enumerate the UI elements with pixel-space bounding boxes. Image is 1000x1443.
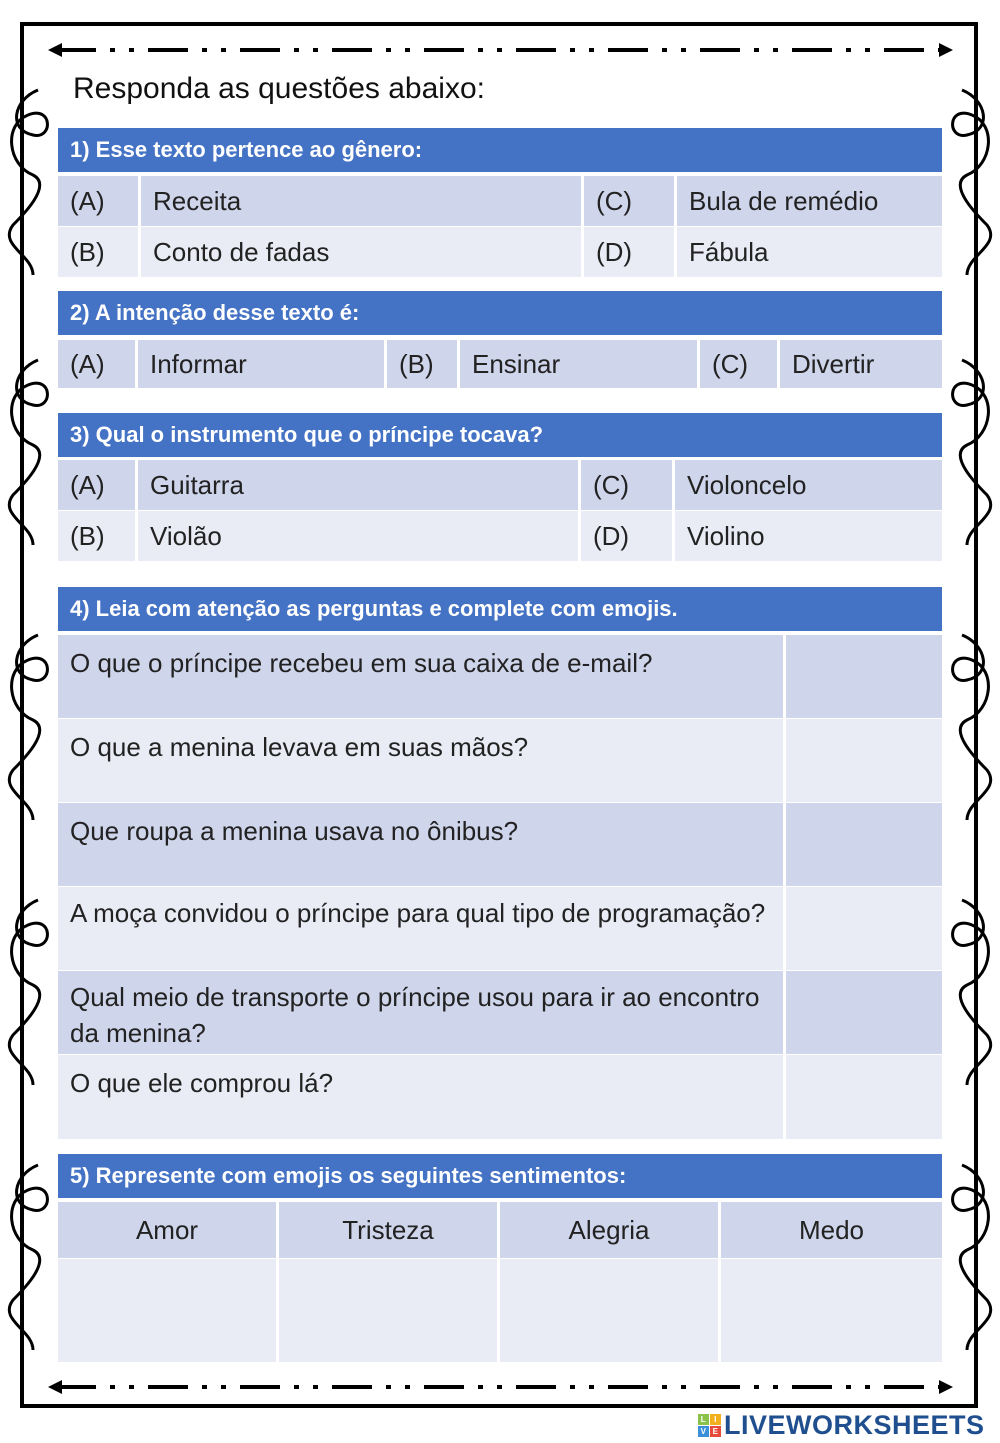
q4-question: Que roupa a menina usava no ônibus? bbox=[58, 803, 786, 886]
q2-option-c[interactable]: Divertir bbox=[792, 348, 875, 379]
q5-col-alegria: Alegria bbox=[500, 1202, 721, 1258]
q4-row bbox=[58, 971, 942, 1054]
badge-letter: I bbox=[710, 1414, 721, 1425]
logo-badge-icon bbox=[698, 1414, 721, 1437]
q4-row bbox=[58, 803, 942, 886]
q3-option-a[interactable]: Guitarra bbox=[138, 460, 581, 510]
q3-header: 3) Qual o instrumento que o príncipe tocava? bbox=[58, 413, 942, 457]
q2-option-a-letter: (A) bbox=[58, 340, 138, 388]
q1-row bbox=[58, 176, 942, 226]
q1-option-d-letter: (D) bbox=[584, 227, 677, 277]
q4-question: Qual meio de transporte o príncipe usou para ir ao encontro da menina? bbox=[58, 971, 786, 1054]
q3-option-c[interactable]: Violoncelo bbox=[687, 469, 807, 500]
q2-option-b[interactable]: Ensinar bbox=[460, 340, 700, 388]
q1-option-b-letter: (B) bbox=[58, 227, 141, 277]
q1-option-c-letter: (C) bbox=[584, 176, 677, 226]
q4-answer-box[interactable] bbox=[786, 803, 942, 886]
q3-option-c-letter: (C) bbox=[581, 460, 675, 510]
q5-col-medo: Medo bbox=[798, 1214, 865, 1245]
q3-option-a-letter: (A) bbox=[58, 460, 138, 510]
q4-row bbox=[58, 635, 942, 718]
q5-col-amor: Amor bbox=[58, 1202, 279, 1258]
q4-row bbox=[58, 1055, 942, 1139]
q4-row bbox=[58, 887, 942, 970]
q5-header: 5) Represente com emojis os seguintes sentimentos: bbox=[58, 1154, 942, 1198]
logo-text: LIVEWORKSHEETS bbox=[724, 1410, 985, 1440]
q1-option-a-letter: (A) bbox=[58, 176, 141, 226]
q4-question: A moça convidou o príncipe para qual tipo de programação? bbox=[58, 887, 786, 970]
q2-option-a[interactable]: Informar bbox=[138, 340, 387, 388]
q5-column-headers bbox=[58, 1202, 942, 1258]
q1-option-a[interactable]: Receita bbox=[141, 176, 584, 226]
q1-row bbox=[58, 227, 942, 277]
q5-answer-tristeza[interactable] bbox=[279, 1259, 500, 1362]
q4-answer-box[interactable] bbox=[786, 1055, 942, 1139]
badge-letter: E bbox=[710, 1426, 721, 1437]
q5-answer-amor[interactable] bbox=[58, 1259, 279, 1362]
q4-answer-box[interactable] bbox=[786, 635, 942, 718]
q2-option-c-letter: (C) bbox=[700, 340, 780, 388]
q3-option-d[interactable]: Violino bbox=[687, 520, 765, 551]
q4-answer-box[interactable] bbox=[786, 971, 942, 1054]
q2-option-b-letter: (B) bbox=[387, 340, 460, 388]
badge-letter: L bbox=[698, 1414, 709, 1425]
badge-letter: V bbox=[698, 1426, 709, 1437]
q3-row bbox=[58, 511, 942, 561]
q4-answer-box[interactable] bbox=[786, 719, 942, 802]
q1-header: 1) Esse texto pertence ao gênero: bbox=[58, 128, 942, 172]
q4-question: O que ele comprou lá? bbox=[58, 1055, 786, 1139]
q5-col-tristeza: Tristeza bbox=[279, 1202, 500, 1258]
q5-answer-row bbox=[58, 1259, 942, 1362]
q4-answer-box[interactable] bbox=[786, 887, 942, 970]
q5-answer-alegria[interactable] bbox=[500, 1259, 721, 1362]
q3-option-d-letter: (D) bbox=[581, 511, 675, 561]
q3-option-b-letter: (B) bbox=[58, 511, 138, 561]
q4-question: O que a menina levava em suas mãos? bbox=[58, 719, 786, 802]
q3-row bbox=[58, 460, 942, 510]
liveworksheets-logo bbox=[698, 1410, 985, 1441]
q2-row bbox=[58, 340, 942, 388]
q4-row bbox=[58, 719, 942, 802]
q2-header: 2) A intenção desse texto é: bbox=[58, 291, 942, 335]
q4-question: O que o príncipe recebeu em sua caixa de e-mail? bbox=[58, 635, 786, 718]
q1-option-d[interactable]: Fábula bbox=[689, 236, 769, 267]
q3-option-b[interactable]: Violão bbox=[138, 511, 581, 561]
q1-option-c[interactable]: Bula de remédio bbox=[689, 185, 879, 216]
q1-option-b[interactable]: Conto de fadas bbox=[141, 227, 584, 277]
q5-answer-medo[interactable] bbox=[721, 1259, 942, 1362]
q4-header: 4) Leia com atenção as perguntas e complete com emojis. bbox=[58, 587, 942, 631]
page-title: Responda as questões abaixo: bbox=[73, 72, 485, 105]
